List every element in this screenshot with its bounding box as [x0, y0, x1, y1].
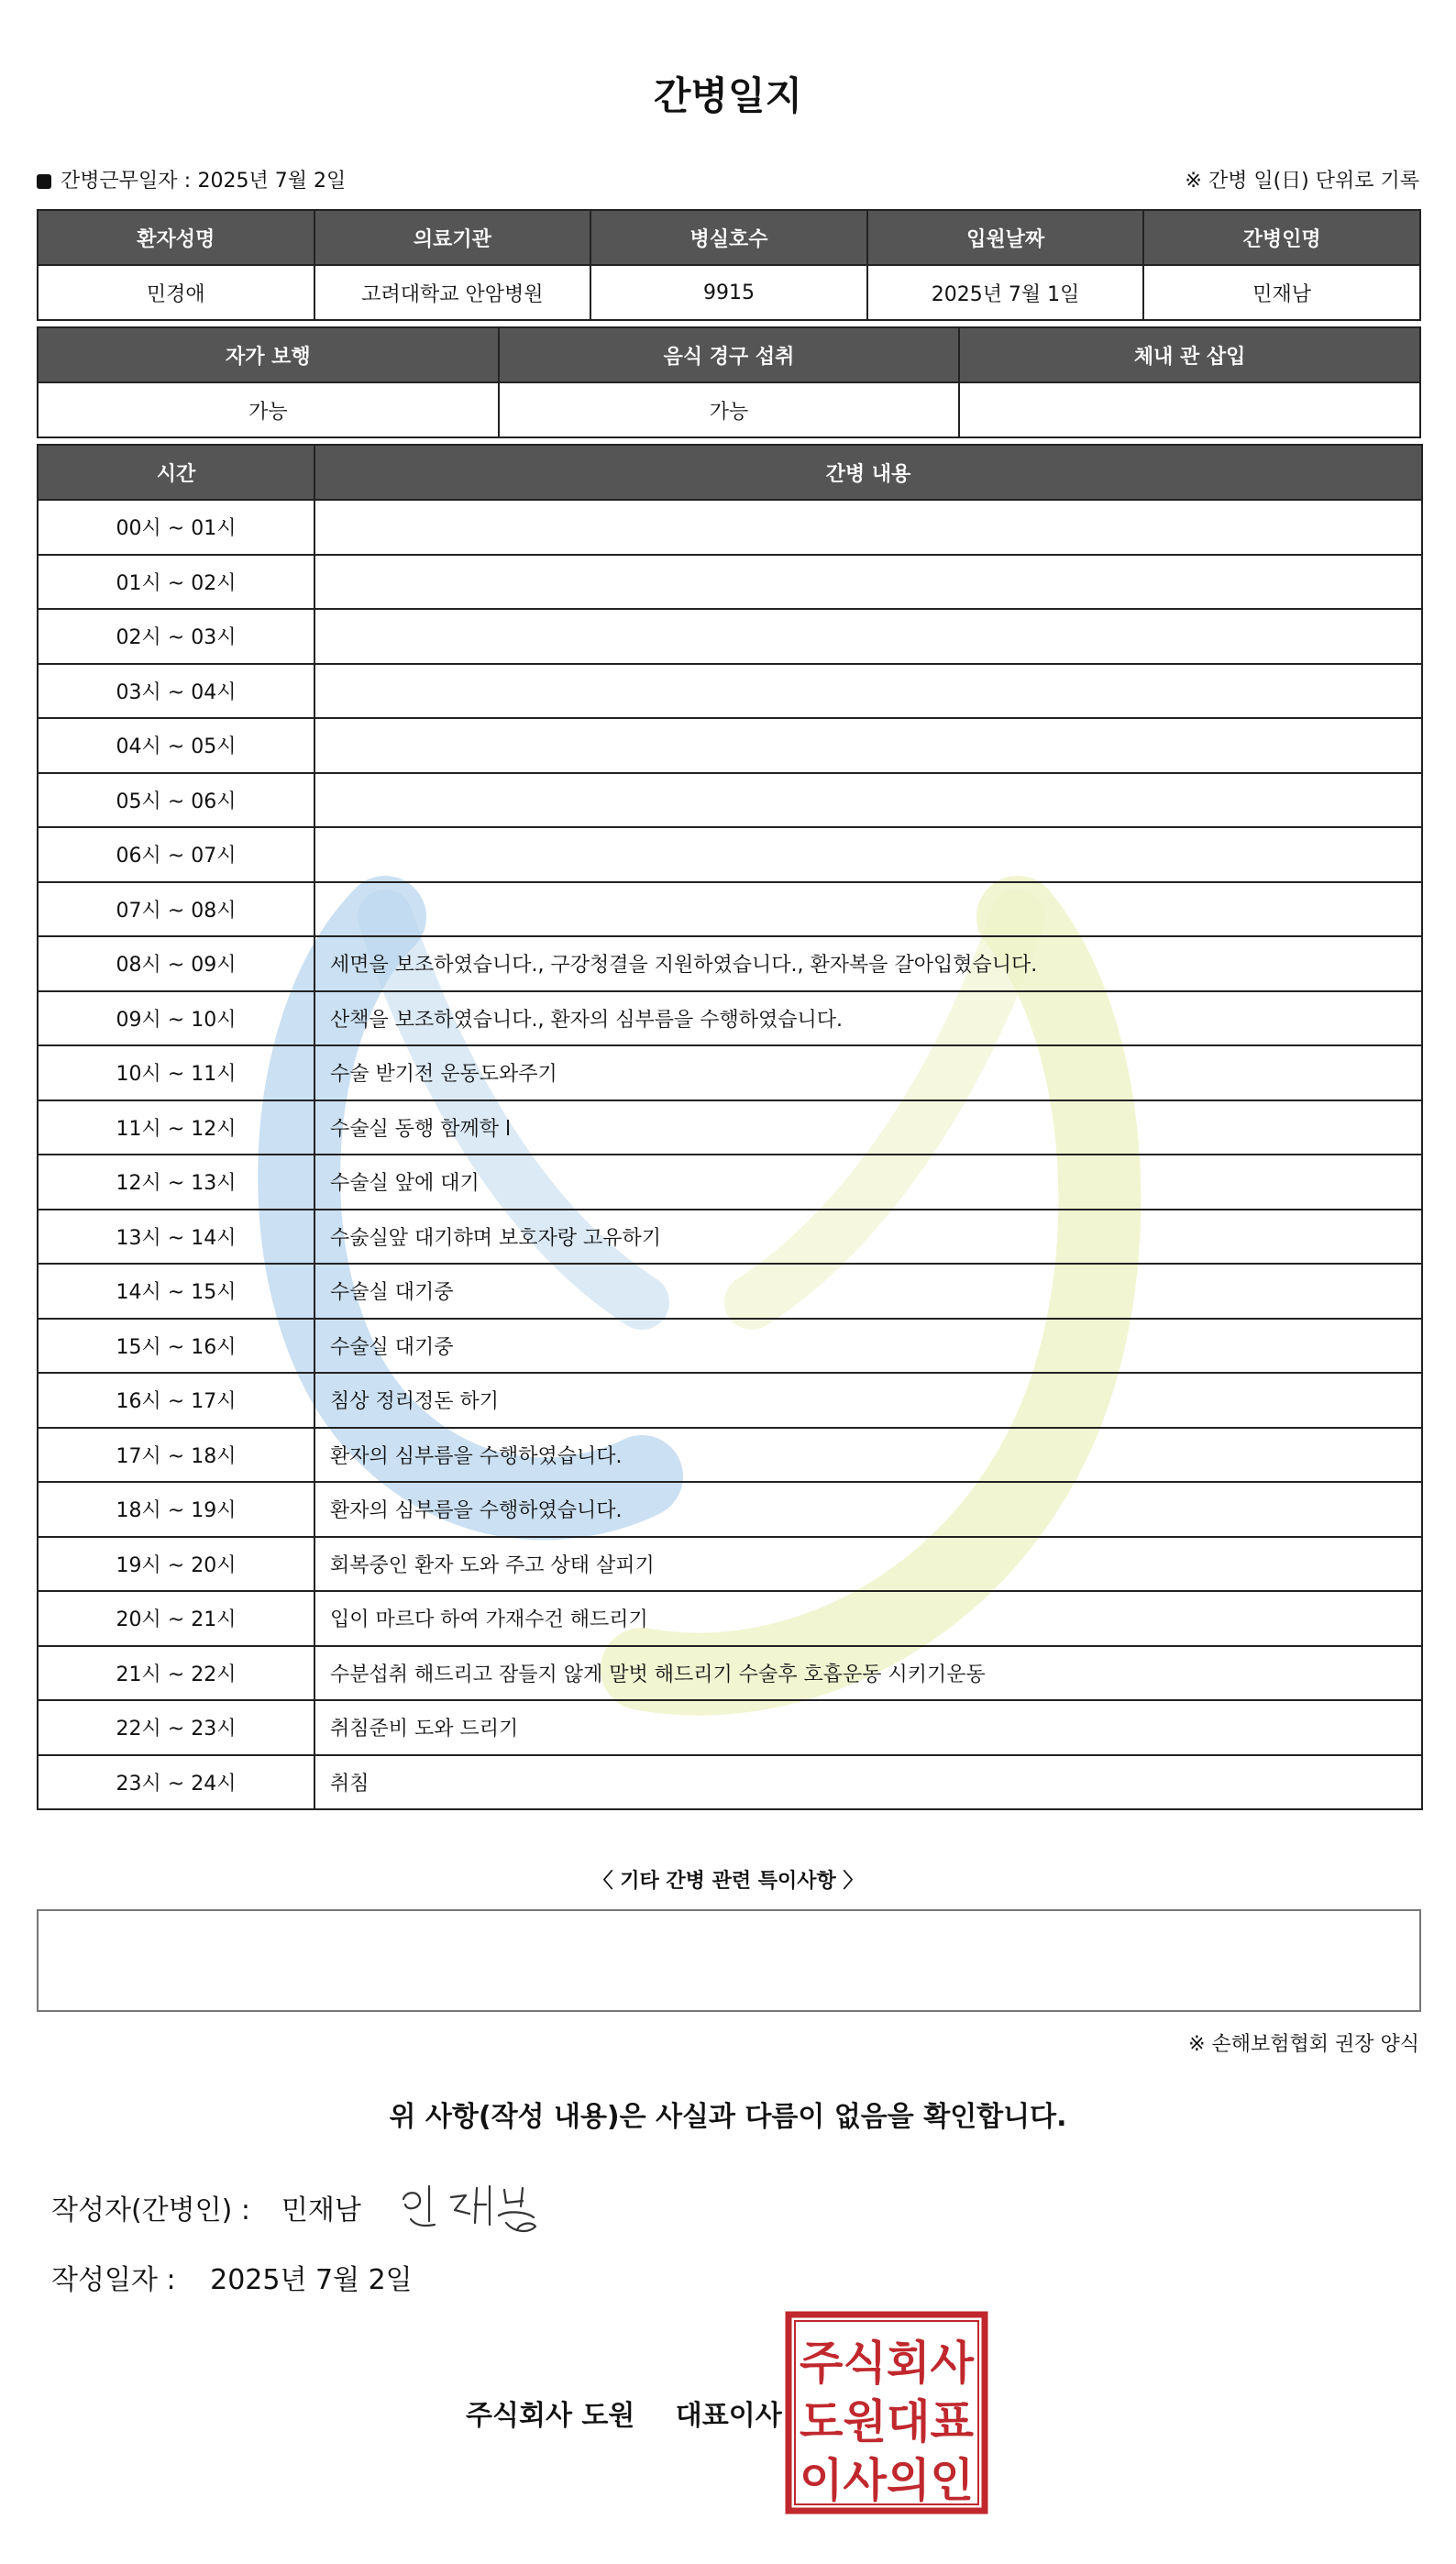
care-log-row	[38, 1155, 1422, 1210]
remarks-box	[37, 1909, 1421, 2012]
care-log-table	[37, 444, 1423, 1810]
time-slot: 15시 ~ 16시	[38, 1319, 314, 1374]
svg-text:도원대표: 도원대표	[800, 2395, 975, 2448]
care-content: 수술실 앞에 대기	[314, 1155, 1422, 1210]
company-signature-line	[466, 2393, 782, 2439]
time-slot: 14시 ~ 15시	[38, 1264, 314, 1319]
caregiver-name: 민재남	[1143, 265, 1420, 320]
care-log-row	[38, 1482, 1422, 1537]
patient-status-table	[37, 326, 1421, 438]
header-oral-intake: 음식 경구 섭취	[499, 327, 960, 382]
header-self-walking: 자가 보행	[38, 327, 499, 382]
header-room-number: 병실호수	[590, 210, 867, 265]
writer-label: 작성자(간병인) :	[51, 2194, 250, 2227]
work-date-separator: :	[183, 170, 192, 193]
care-log-row	[38, 882, 1422, 937]
care-log-row	[38, 1700, 1422, 1755]
care-content: 산책을 보조하였습니다., 환자의 심부름을 수행하였습니다.	[314, 991, 1422, 1046]
company-title: 대표이사	[675, 2400, 782, 2432]
time-slot: 19시 ~ 20시	[38, 1537, 314, 1592]
daily-record-note: ※ 간병 일(日) 단위로 기록	[1185, 170, 1419, 193]
time-slot: 06시 ~ 07시	[38, 827, 314, 882]
time-slot: 16시 ~ 17시	[38, 1373, 314, 1428]
square-bullet-icon	[37, 174, 51, 189]
form-source-note: ※ 손해보험협회 권장 양식	[1188, 2033, 1419, 2056]
care-log-row	[38, 1210, 1422, 1265]
time-slot: 10시 ~ 11시	[38, 1045, 314, 1100]
work-date-row	[37, 165, 346, 198]
care-log-row	[38, 827, 1422, 882]
care-content: 입이 마르다 하여 가재수건 해드리기	[314, 1591, 1422, 1646]
time-slot: 17시 ~ 18시	[38, 1428, 314, 1483]
time-slot: 08시 ~ 09시	[38, 936, 314, 991]
care-content: 환자의 심부름을 수행하였습니다.	[314, 1428, 1422, 1483]
header-patient-name: 환자성명	[38, 210, 314, 265]
self-walking-value: 가능	[38, 382, 499, 437]
care-content	[314, 555, 1422, 610]
care-log-row	[38, 1264, 1422, 1319]
care-log-row	[38, 773, 1422, 828]
care-log-row	[38, 1591, 1422, 1646]
patient-info-table	[37, 209, 1421, 321]
time-slot: 18시 ~ 19시	[38, 1482, 314, 1537]
header-caregiver-name: 간병인명	[1143, 210, 1420, 265]
time-slot: 07시 ~ 08시	[38, 882, 314, 937]
remarks-title: 〈 기타 간병 관련 특이사항 〉	[592, 1870, 864, 1893]
time-slot: 05시 ~ 06시	[38, 773, 314, 828]
care-content: 환자의 심부름을 수행하였습니다.	[314, 1482, 1422, 1537]
care-content: 수술실 대기중	[314, 1264, 1422, 1319]
care-content	[314, 773, 1422, 828]
confirmation-statement: 위 사항(작성 내용)은 사실과 다름이 없음을 확인합니다.	[389, 2101, 1067, 2133]
time-slot: 00시 ~ 01시	[38, 500, 314, 555]
care-content: 회복중인 환자 도와 주고 상태 살피기	[314, 1537, 1422, 1592]
work-date-value: 2025년 7월 2일	[197, 170, 347, 193]
care-content: 침상 정리정돈 하기	[314, 1373, 1422, 1428]
header-admission-date: 입원날짜	[867, 210, 1144, 265]
company-seal-stamp	[785, 2311, 988, 2514]
care-content: 수술실 동행 함께학 l	[314, 1100, 1422, 1155]
care-log-row	[38, 609, 1422, 664]
time-slot: 12시 ~ 13시	[38, 1155, 314, 1210]
care-log-row	[38, 718, 1422, 773]
care-log-rows	[38, 500, 1422, 1809]
care-log-row	[38, 936, 1422, 991]
care-log-row	[38, 1373, 1422, 1428]
time-slot: 11시 ~ 12시	[38, 1100, 314, 1155]
time-slot: 04시 ~ 05시	[38, 718, 314, 773]
care-content	[314, 827, 1422, 882]
admission-date: 2025년 7월 1일	[867, 265, 1144, 320]
written-date-value: 2025년 7월 2일	[210, 2264, 413, 2296]
time-slot: 20시 ~ 21시	[38, 1591, 314, 1646]
care-log-row	[38, 1646, 1422, 1701]
care-content: 수술 받기전 운동도와주기	[314, 1045, 1422, 1100]
time-slot: 13시 ~ 14시	[38, 1210, 314, 1265]
care-content: 취침	[314, 1755, 1422, 1810]
header-time: 시간	[38, 445, 314, 500]
care-content	[314, 500, 1422, 555]
svg-text:주식회사: 주식회사	[800, 2337, 975, 2390]
care-content: 수숤실앞 대기햐며 보호자랑 고유하기	[314, 1210, 1422, 1265]
patient-name: 민경애	[38, 265, 314, 320]
time-slot: 23시 ~ 24시	[38, 1755, 314, 1810]
care-log-row	[38, 1537, 1422, 1592]
time-slot: 21시 ~ 22시	[38, 1646, 314, 1701]
care-content: 세면을 보조하였습니다., 구강청결을 지원하였습니다., 환자복을 갈아입혔습니다.	[314, 936, 1422, 991]
care-content: 수분섭취 해드리고 잠들지 않게 말벗 해드리기 수술후 호흡운동 시키기운동	[314, 1646, 1422, 1701]
time-slot: 22시 ~ 23시	[38, 1700, 314, 1755]
header-hospital: 의료기관	[314, 210, 591, 265]
written-date-label: 작성일자 :	[51, 2264, 176, 2296]
care-content: 수술실 대기중	[314, 1319, 1422, 1374]
time-slot: 01시 ~ 02시	[38, 555, 314, 610]
care-log-row	[38, 555, 1422, 610]
work-date-label: 간병근무일자	[61, 170, 178, 193]
hospital-name: 고려대학교 안암병원	[314, 265, 591, 320]
oral-intake-value: 가능	[499, 382, 960, 437]
care-content	[314, 609, 1422, 664]
time-slot: 03시 ~ 04시	[38, 664, 314, 719]
writer-name: 민재남	[281, 2194, 361, 2227]
writer-row	[51, 2188, 554, 2234]
care-log-row	[38, 1755, 1422, 1810]
care-content: 취침준비 도와 드리기	[314, 1700, 1422, 1755]
care-content	[314, 664, 1422, 719]
care-log-row	[38, 664, 1422, 719]
care-content	[314, 882, 1422, 937]
time-slot: 09시 ~ 10시	[38, 991, 314, 1046]
care-log-row	[38, 500, 1422, 555]
care-content	[314, 718, 1422, 773]
care-log-row	[38, 1428, 1422, 1483]
page-title: 간병일지	[653, 73, 803, 118]
company-name: 주식회사 도원	[466, 2400, 635, 2432]
tube-insertion-value	[959, 382, 1420, 437]
written-date-row	[51, 2258, 413, 2304]
time-slot: 02시 ~ 03시	[38, 609, 314, 664]
care-log-row	[38, 1100, 1422, 1155]
care-log-row	[38, 1319, 1422, 1374]
handwritten-signature	[398, 2179, 554, 2243]
care-log-row	[38, 991, 1422, 1046]
header-care-content: 간병 내용	[314, 445, 1422, 500]
care-log-row	[38, 1045, 1422, 1100]
svg-text:이사의인: 이사의인	[800, 2454, 974, 2507]
room-number: 9915	[590, 265, 867, 320]
header-tube-insertion: 체내 관 삽입	[959, 327, 1420, 382]
